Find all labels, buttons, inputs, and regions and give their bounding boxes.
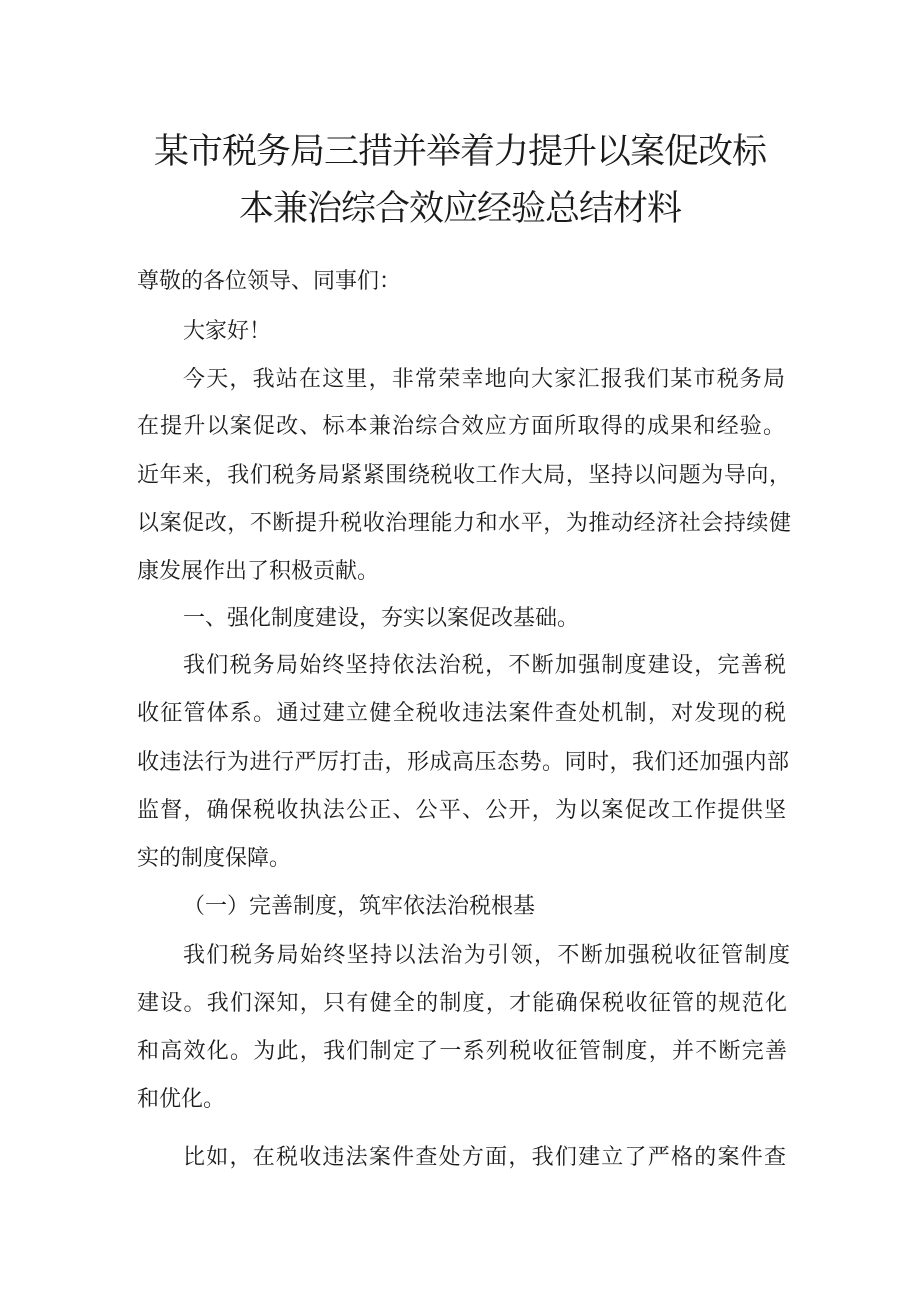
section-line: 实的制度保障。	[137, 846, 292, 871]
salutation: 尊敬的各位领导、同事们：	[137, 269, 402, 294]
subsection-line: 我们税务局始终坚持以法治为引领，不断加强税收征管制度	[183, 943, 790, 968]
section-line: 监督，确保税收执法公正、公平、公开，为以案促改工作提供坚	[137, 798, 786, 823]
subsection-line: 和高效化。为此，我们制定了一系列税收征管制度，并不断完善	[137, 1039, 787, 1064]
section-heading: 一、强化制度建设，夯实以案促改基础。	[183, 606, 580, 631]
document-title-line-1: 某市税务局三措并举着力提升以案促改标	[153, 132, 766, 172]
subsection-line: 建设。我们深知，只有健全的制度，才能确保税收征管的规范化	[137, 991, 787, 1016]
subsection-line: 和优化。	[137, 1087, 226, 1112]
subsection-heading: （一）完善制度，筑牢依法治税根基	[183, 894, 536, 919]
section-line: 收违法行为进行严厉打击，形成高压态势。同时，我们还加强内部	[137, 750, 789, 775]
intro-line: 近年来，我们税务局紧紧围绕税收工作大局，坚持以问题为导向，	[137, 463, 791, 488]
section-line: 收征管体系。通过建立健全税收违法案件查处机制，对发现的税	[137, 701, 786, 726]
intro-line: 今天，我站在这里，非常荣幸地向大家汇报我们某市税务局	[183, 367, 785, 392]
example-line: 比如，在税收违法案件查处方面，我们建立了严格的案件查	[183, 1145, 786, 1170]
intro-line: 康发展作出了积极贡献。	[137, 559, 380, 584]
document-title-line-2: 本兼治综合效应经验总结材料	[238, 189, 681, 229]
intro-line: 在提升以案促改、标本兼治综合效应方面所取得的成果和经验。	[137, 414, 785, 439]
greeting: 大家好！	[183, 319, 272, 344]
intro-line: 以案促改，不断提升税收治理能力和水平，为推动经济社会持续健	[137, 511, 791, 536]
section-line: 我们税务局始终坚持依法治税，不断加强制度建设，完善税	[183, 653, 786, 678]
